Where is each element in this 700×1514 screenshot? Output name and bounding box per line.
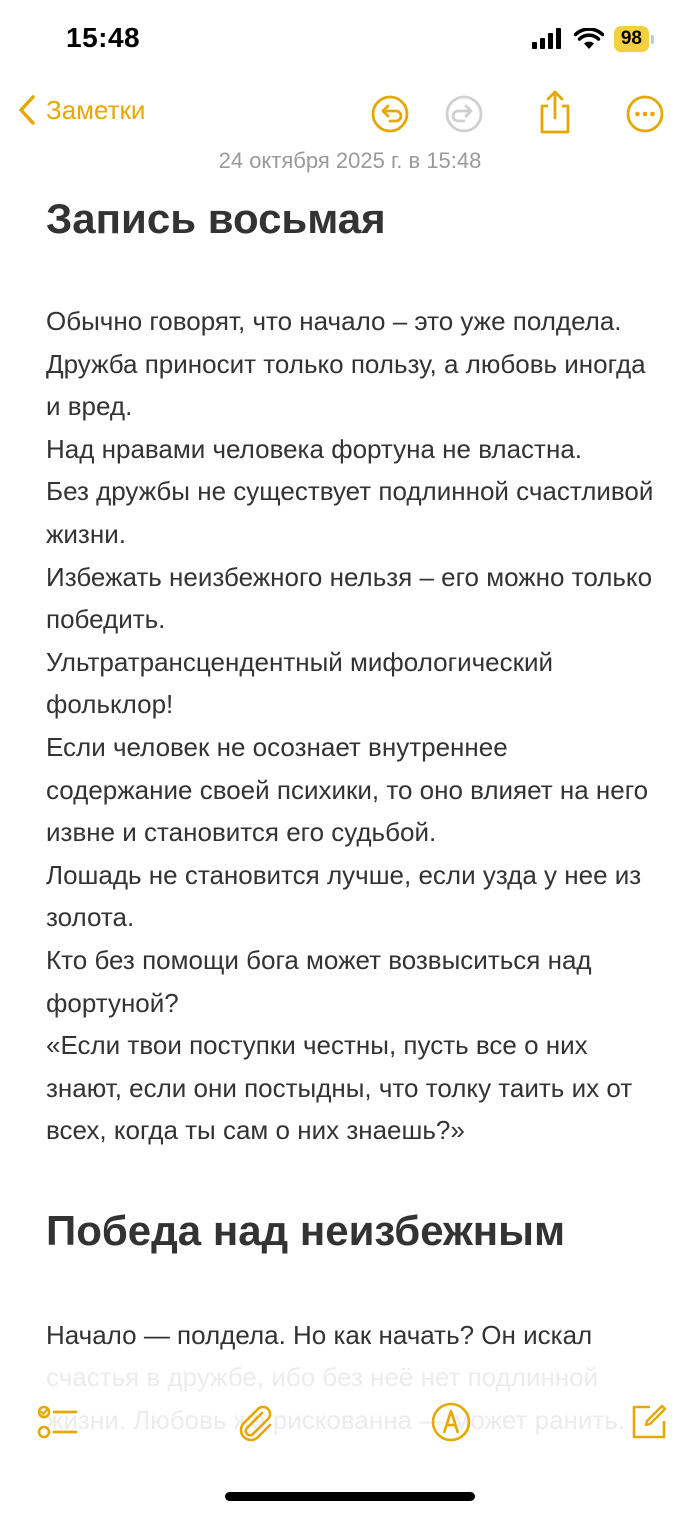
nav-bar: [0, 86, 700, 142]
battery-level: 98: [614, 26, 649, 52]
note-paragraph: Если человек не осознает внутреннее содержание своей психики, то оно влияет на него извне и становится его судьбой.: [46, 731, 649, 848]
status-time: 15:48: [66, 22, 141, 53]
cellular-signal-icon: [532, 28, 564, 50]
more-icon[interactable]: [625, 94, 665, 134]
note-paragraph-2-faded: счастья в дружбе, ибо без неё нет подлинной жизни. Любовь же рискованна — может ранить.: [46, 1362, 626, 1436]
back-button[interactable]: [18, 94, 145, 126]
back-button-label: Заметки: [46, 94, 146, 125]
markup-pen-icon[interactable]: [430, 1401, 472, 1443]
note-paragraph: Дружба приносит только пользу, а любовь иногда и вред.: [46, 348, 646, 422]
undo-icon[interactable]: [370, 94, 410, 134]
note-paragraph: Лошадь не становится лучше, если узда у нее из золота.: [46, 859, 642, 933]
note-paragraph: Обычно говорят, что начало – это уже полдела.: [46, 306, 622, 336]
note-paragraph: Ультратрансцендентный мифологический фольклор!: [46, 646, 554, 720]
battery-indicator: [614, 26, 654, 52]
note-title: Запись восьмая: [46, 195, 386, 242]
note-date: 24 октября 2025 г. в 15:48: [218, 148, 482, 173]
note-paragraph-2-visible: Начало — полдела. Но как начать? Он искал: [46, 1319, 593, 1350]
note-paragraph: Без дружбы не существует подлинной счастливой жизни.: [46, 476, 654, 549]
note-heading-2: Победа над неизбежным: [46, 1206, 566, 1254]
note-paragraph: «Если твои поступки честны, пусть все о них знают, если они постыдны, что толку таить их от всех, когда ты сам о них знаешь?»: [46, 1030, 633, 1146]
share-icon[interactable]: [535, 88, 575, 136]
note-body[interactable]: [46, 192, 658, 1442]
note-paragraph: Над нравами человека фортуна не властна.: [46, 433, 583, 464]
status-bar: [0, 0, 700, 80]
note-paragraph: Кто без помощи бога может возвыситься над фортуной?: [46, 944, 592, 1018]
wifi-icon: [574, 28, 604, 50]
checklist-icon[interactable]: [36, 1401, 78, 1443]
paperclip-icon[interactable]: [234, 1401, 276, 1443]
note-paragraphs: [46, 300, 658, 1152]
compose-icon[interactable]: [628, 1401, 670, 1443]
status-indicators: [532, 26, 654, 52]
bottom-toolbar: [0, 1395, 700, 1455]
chevron-left-icon: [18, 94, 36, 126]
note-paragraph: Избежать неизбежного нельзя – его можно только победить.: [46, 561, 653, 635]
redo-icon[interactable]: [444, 94, 484, 134]
battery-tip: [651, 35, 654, 44]
home-indicator[interactable]: [225, 1492, 475, 1501]
